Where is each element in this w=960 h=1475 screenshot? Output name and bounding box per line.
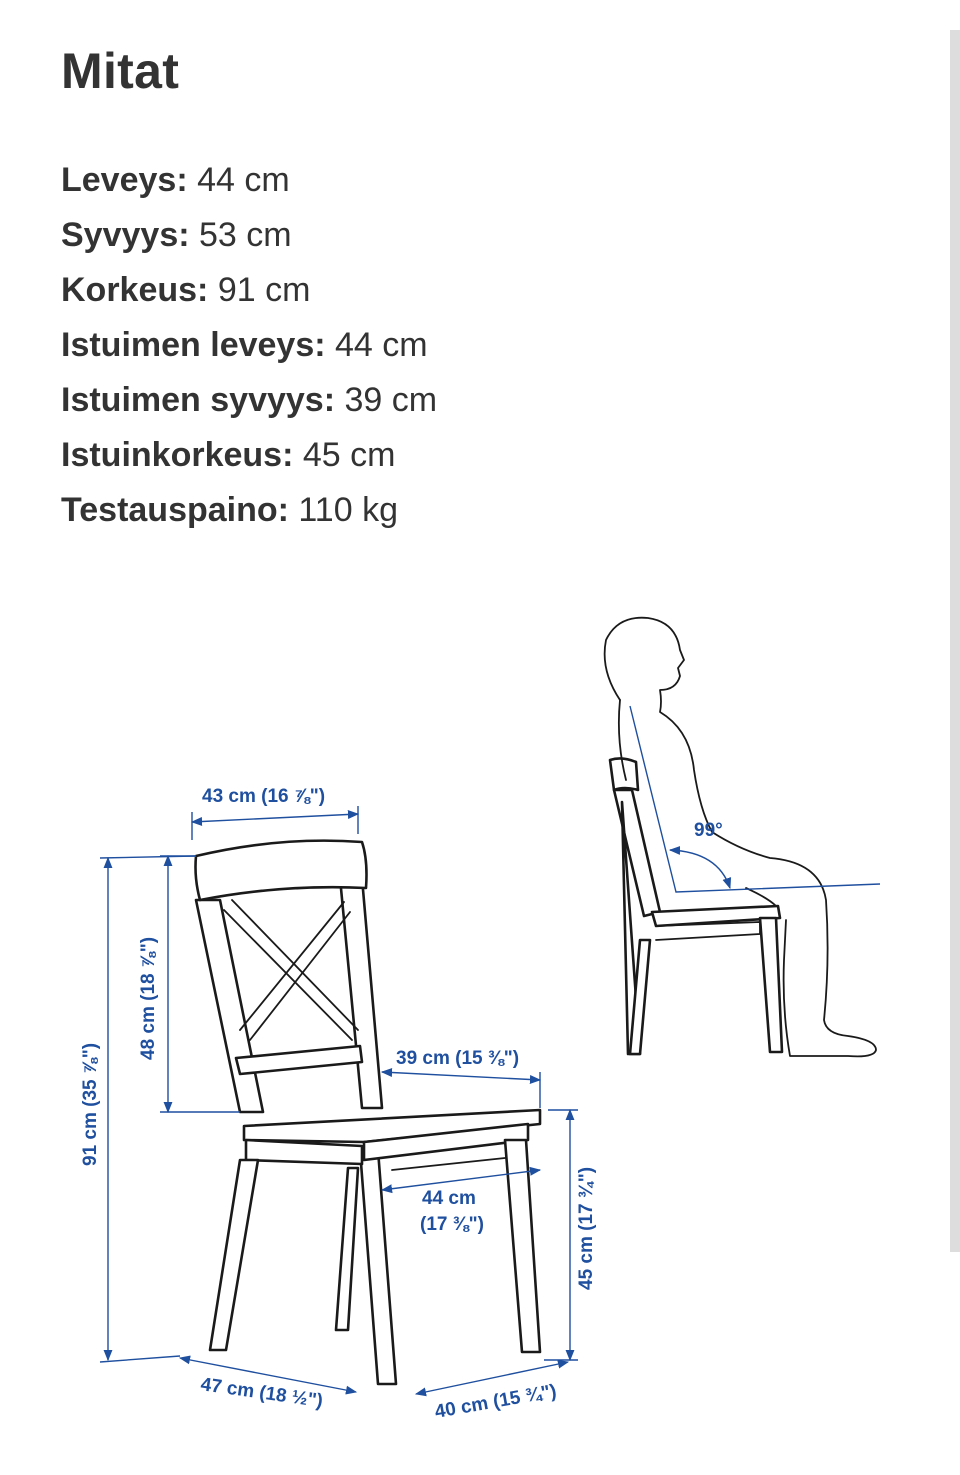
dim-base-depth: 47 cm (18 ½"): [199, 1374, 325, 1413]
spec-label: Istuimen leveys:: [61, 326, 326, 364]
dim-back-height: 48 cm (18 ⅞"): [138, 936, 159, 1060]
spec-label: Istuimen syvyys:: [61, 381, 336, 419]
dim-seat-width-inch: (17 ⅜"): [420, 1214, 484, 1235]
spec-label: Leveys:: [61, 161, 188, 199]
spec-label: Istuinkorkeus:: [61, 436, 294, 474]
spec-label: Testauspaino:: [61, 491, 289, 529]
dim-angle: 99°: [694, 820, 723, 841]
chair-illustration: [196, 841, 541, 1384]
dim-base-width: 40 cm (15 ¾"): [433, 1380, 559, 1423]
dim-seat-width: 44 cm: [422, 1188, 476, 1209]
spec-value: 39 cm: [344, 381, 438, 419]
spec-value: 44 cm: [335, 326, 428, 364]
page-title: Mitat: [61, 43, 180, 99]
spec-value: 110 kg: [298, 491, 398, 529]
dim-total-height: 91 cm (35 ⅞"): [80, 1042, 101, 1166]
spec-value: 91 cm: [217, 271, 311, 309]
spec-value: 53 cm: [199, 216, 292, 254]
spec-value: 44 cm: [197, 161, 290, 199]
spec-value: 45 cm: [302, 436, 396, 474]
dim-seat-height: 45 cm (17 ¾"): [576, 1166, 597, 1290]
spec-label: Syvyys:: [61, 216, 190, 254]
spec-label: Korkeus:: [61, 271, 209, 309]
dim-seat-depth: 39 cm (15 ⅜"): [396, 1048, 520, 1069]
sitting-person-illustration: [605, 618, 880, 1057]
dim-top-width: 43 cm (16 ⅞"): [202, 786, 326, 807]
